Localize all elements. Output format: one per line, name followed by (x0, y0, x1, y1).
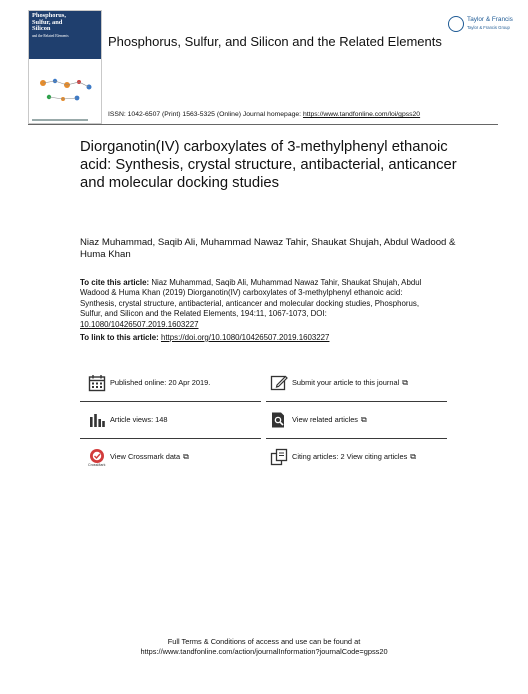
header-divider (28, 124, 498, 125)
related-articles-text (292, 415, 367, 425)
calendar-icon (88, 374, 106, 392)
cover-title-line4: and the Related Elements (32, 33, 69, 38)
related-articles-link[interactable] (270, 411, 448, 433)
link-line (80, 333, 329, 342)
cover-title-line1: Phosphorus, (32, 12, 66, 19)
citation-block (80, 278, 440, 330)
published-online (88, 374, 258, 396)
related-articles-label: View related articles (292, 415, 358, 424)
info-divider-right-2 (266, 438, 447, 439)
publisher-logo-icon (448, 16, 464, 32)
citation-text: Niaz Muhammad, Saqib Ali, Muhammad Nawaz Tahir, Shaukat Shujah, Abdul Wadood & Huma Khan (2019) Diorganotin(IV) carboxylates of 3-methylphenyl ethanoic acid: Synthesis, crystal structure, antibacterial, anticancer and molecular docking studies, Phosphorus, Sulfur, and Silicon and the Related Elements, 194:11, 1067-1073, DOI: (80, 278, 422, 319)
cover-title (32, 13, 98, 39)
info-divider-left-1 (80, 401, 261, 402)
citation-label: To cite this article: (80, 278, 152, 287)
bar-chart-icon (88, 411, 106, 429)
article-views (88, 411, 258, 433)
issn-line (108, 111, 420, 118)
journal-title[interactable]: Phosphorus, Sulfur, and Silicon and the Related Elements (108, 34, 442, 49)
citing-articles-text (292, 452, 416, 462)
article-authors: Niaz Muhammad, Saqib Ali, Muhammad Nawaz Tahir, Shaukat Shujah, Abdul Wadood & Huma Khan (80, 237, 456, 261)
footer-terms (0, 637, 528, 658)
edit-icon (270, 374, 288, 392)
info-divider-left-2 (80, 438, 261, 439)
cover-title-line3: Silicon (32, 25, 51, 33)
article-title: Diorganotin(IV) carboxylates of 3-methylphenyl ethanoic acid: Synthesis, crystal structure, antibacterial, anticancer and molecular docking studies (80, 139, 457, 191)
external-link-icon: ⧉ (183, 452, 189, 461)
submit-article-link[interactable] (270, 374, 448, 396)
cover-band (29, 11, 101, 59)
footer-terms-link[interactable]: https://www.tandfonline.com/action/journalInformation?journalCode=gpss20 (140, 647, 388, 657)
publisher-group: Taylor & Francis Group (467, 25, 510, 30)
journal-cover (28, 10, 102, 124)
citing-articles-label: Citing articles: 2 View citing articles (292, 452, 408, 461)
cover-molecule-graphic (33, 73, 97, 107)
citing-icon (270, 448, 288, 466)
article-views-text: Article views: 148 (110, 415, 168, 424)
journal-homepage-link[interactable]: https://www.tandfonline.com/loi/gpss20 (302, 111, 421, 118)
cover-footer-bar (32, 119, 88, 121)
crossmark-link[interactable] (88, 448, 258, 470)
crossmark-text (110, 452, 189, 462)
external-link-icon: ⧉ (402, 378, 408, 387)
issn-text: ISSN: 1042-6507 (Print) 1563-5325 (Online) Journal homepage: (108, 111, 303, 118)
info-divider-right-1 (266, 401, 447, 402)
citing-articles-link[interactable] (270, 448, 448, 470)
publisher-logo[interactable] (448, 14, 514, 38)
link-label: To link to this article: (80, 333, 161, 342)
submit-article-text (292, 378, 408, 388)
crossmark-caption: CrossMark (88, 463, 106, 467)
cover-title-line2: Sulfur, and (32, 18, 63, 26)
external-link-icon: ⧉ (410, 452, 417, 461)
submit-article-label: Submit your article to this journal (292, 378, 400, 387)
published-online-text: Published online: 20 Apr 2019. (110, 378, 211, 387)
crossmark-label: View Crossmark data (110, 452, 181, 461)
publisher-name: Taylor & Francis (467, 16, 513, 23)
search-document-icon (270, 411, 288, 429)
citation-doi-link[interactable]: 10.1080/10426507.2019.1603227 (80, 319, 199, 329)
footer-terms-text: Full Terms & Conditions of access and use can be found at (167, 637, 361, 646)
external-link-icon: ⧉ (361, 415, 367, 424)
article-doi-link[interactable]: https://doi.org/10.1080/10426507.2019.1603227 (160, 333, 330, 342)
